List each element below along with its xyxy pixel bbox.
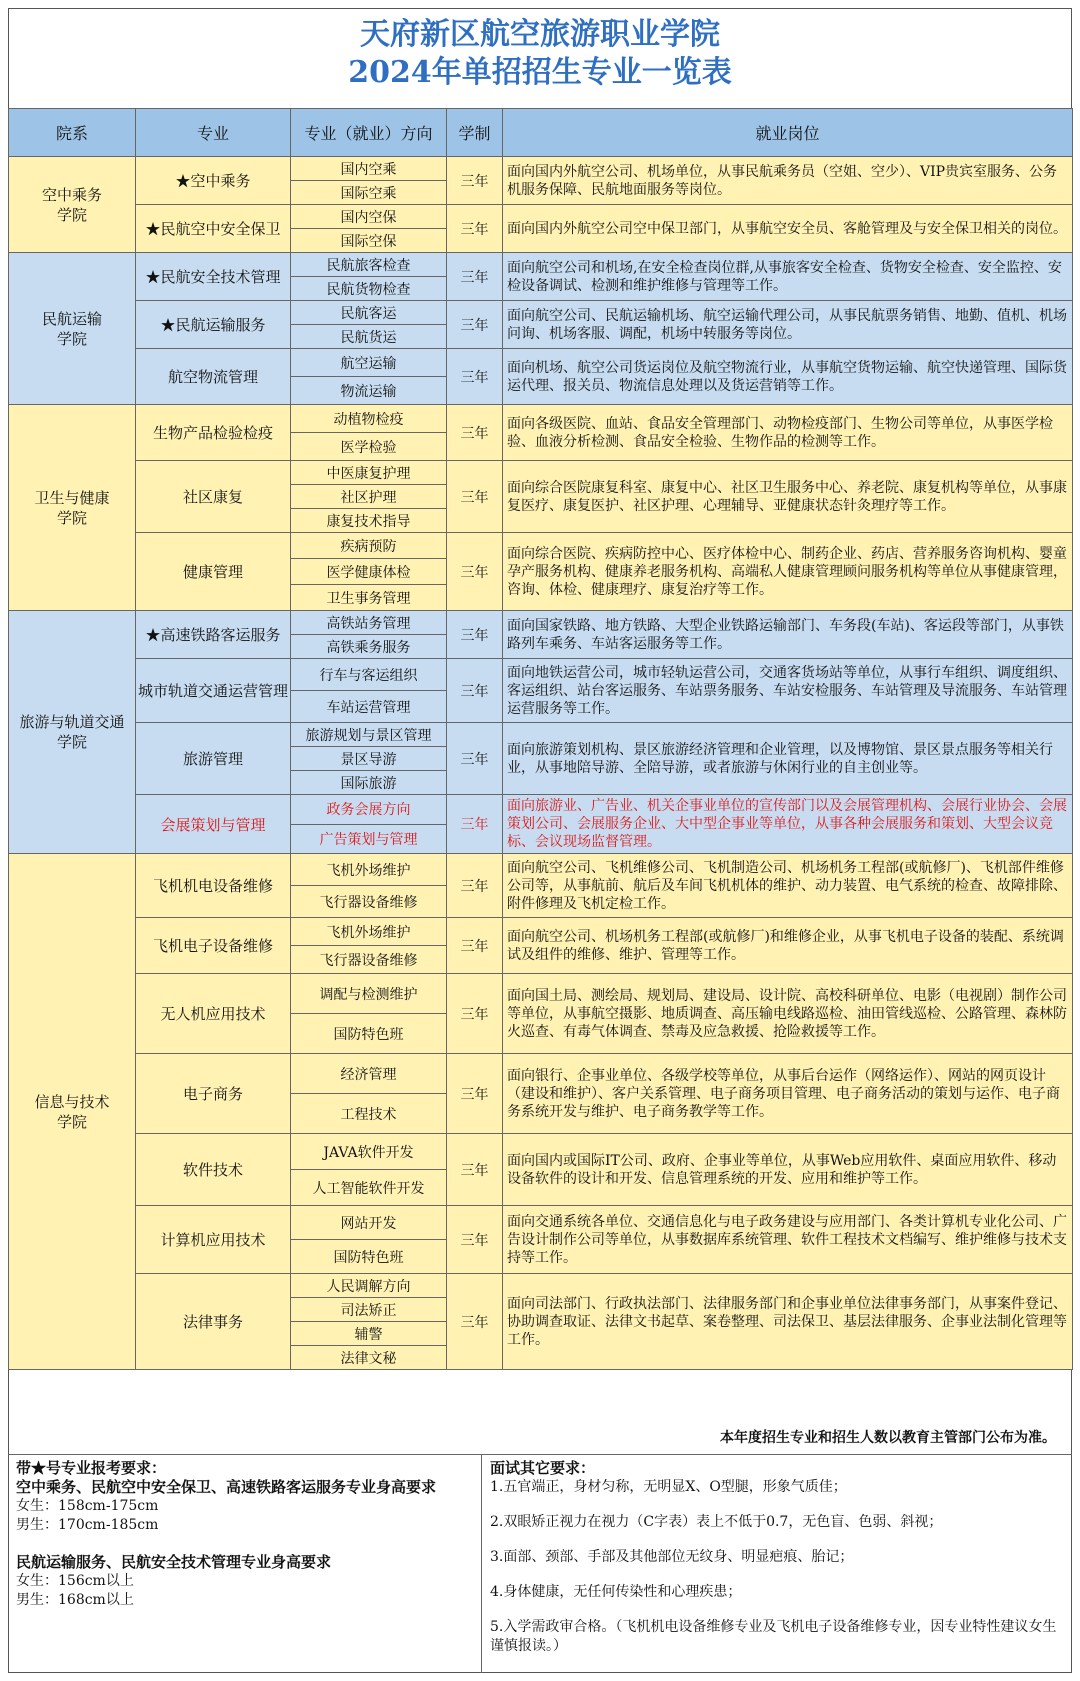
dept-name: 卫生与健康 学院 xyxy=(9,405,136,611)
major-name: 电子商务 xyxy=(136,1054,291,1134)
jobs-cell: 面向机场、航空公司货运岗位及航空物流行业，从事航空货物运输、航空快递管理、国际货运代理、报关员、物流信息处理以及货运营销等工作。 xyxy=(503,349,1073,405)
star-req-heading: 带★号专业报考要求： xyxy=(16,1459,167,1477)
direction-cell: 工程技术 xyxy=(291,1094,447,1134)
dept-name: 信息与技术 学院 xyxy=(9,854,136,1370)
years-cell: 三年 xyxy=(447,461,503,533)
jobs-cell: 面向银行、企事业单位、各级学校等单位，从事后台运作（网络运作）、网站的网页设计（建设和维护）、客户关系管理、电子商务项目管理、电子商务活动的策划与运作、电子商务系统开发与维护、电子商务教学等工作。 xyxy=(503,1054,1073,1134)
jobs-cell: 面向综合医院、疾病防控中心、医疗体检中心、制药企业、药店、营养服务咨询机构、婴童孕产服务机构、健康养老服务机构、高端私人健康管理顾问服务机构等单位从事健康管理，咨询、体检、健康理疗、康复治疗等工作。 xyxy=(503,533,1073,611)
major-name: 旅游管理 xyxy=(136,723,291,795)
direction-cell: 国内空保 xyxy=(291,205,447,229)
major-name: 飞机电子设备维修 xyxy=(136,918,291,974)
direction-cell: 社区护理 xyxy=(291,485,447,509)
jobs-cell: 面向地铁运营公司，城市轻轨运营公司，交通客货场站等单位，从事行车组织、调度组织、客运组织、站台客运服务、车站票务服务、车站安检服务、车站管理及导流服务、车站管理运营服务等工作。 xyxy=(503,659,1073,723)
table-row xyxy=(9,723,1073,747)
jobs-cell: 面向航空公司和机场,在安全检查岗位群,从事旅客安全检查、货物安全检查、安全监控、安检设备调试、检测和维护维修与管理等工作。 xyxy=(503,253,1073,301)
table-row xyxy=(9,1054,1073,1094)
table-row xyxy=(9,405,1073,433)
direction-cell: 民航货物检查 xyxy=(291,277,447,301)
title-line2: 2024年单招招生专业一览表 xyxy=(348,55,732,90)
direction-cell: 飞行器设备维修 xyxy=(291,946,447,974)
direction-cell: 车站运营管理 xyxy=(291,691,447,723)
direction-cell: 国防特色班 xyxy=(291,1240,447,1274)
major-name: 社区康复 xyxy=(136,461,291,533)
years-cell: 三年 xyxy=(447,1274,503,1370)
interview-req-item: 1.五官端正，身材匀称，无明显X、O型腿，形象气质佳； xyxy=(490,1479,847,1495)
major-name: 无人机应用技术 xyxy=(136,974,291,1054)
major-name: 法律事务 xyxy=(136,1274,291,1370)
table-row xyxy=(9,349,1073,377)
table-row xyxy=(9,854,1073,886)
interview-req-item: 4.身体健康，无任何传染性和心理疾患； xyxy=(490,1584,742,1600)
table-row xyxy=(9,1274,1073,1298)
jobs-cell: 面向国内或国际IT公司、政府、企事业等单位，从事Web应用软件、桌面应用软件、移动设备软件的设计和开发、信息管理系统的开发、应用和维护等工作。 xyxy=(503,1134,1073,1206)
years-cell: 三年 xyxy=(447,533,503,611)
major-name: ★空中乘务 xyxy=(136,157,291,205)
years-cell: 三年 xyxy=(447,659,503,723)
years-cell: 三年 xyxy=(447,157,503,205)
table-row xyxy=(9,253,1073,277)
req-group2-heading: 民航运输服务、民航安全技术管理专业身高要求 xyxy=(16,1553,332,1571)
major-name: ★民航运输服务 xyxy=(136,301,291,349)
dept-name: 空中乘务 学院 xyxy=(9,157,136,253)
years-cell: 三年 xyxy=(447,795,503,854)
years-cell: 三年 xyxy=(447,974,503,1054)
jobs-cell: 面向航空公司、飞机维修公司、飞机制造公司、机场机务工程部(或航修厂)、飞机部件维修公司等，从事航前、航后及车间飞机机体的维护、动力装置、电气系统的检查、故障排除、附件修理及飞机定检工作。 xyxy=(503,854,1073,918)
direction-cell: 国际旅游 xyxy=(291,771,447,795)
dept-name: 民航运输 学院 xyxy=(9,253,136,405)
interview-req-item: 2.双眼矫正视力在视力（C字表）表上不低于0.7，无色盲、色弱、斜视； xyxy=(490,1514,943,1530)
majors-table xyxy=(8,108,1073,1370)
direction-cell: 行车与客运组织 xyxy=(291,659,447,691)
jobs-cell: 面向国内外航空公司、机场单位，从事民航乘务员（空姐、空少）、VIP贵宾室服务、公务机服务保障、民航地面服务等岗位。 xyxy=(503,157,1073,205)
major-name: 计算机应用技术 xyxy=(136,1206,291,1274)
direction-cell: 调配与检测维护 xyxy=(291,974,447,1014)
years-cell: 三年 xyxy=(447,611,503,659)
header-direction: 专业（就业）方向 xyxy=(291,109,447,157)
direction-cell: 辅警 xyxy=(291,1322,447,1346)
table-row xyxy=(9,974,1073,1014)
direction-cell: 国内空乘 xyxy=(291,157,447,181)
years-cell: 三年 xyxy=(447,205,503,253)
direction-cell: 网站开发 xyxy=(291,1206,447,1240)
table-row xyxy=(9,611,1073,635)
direction-cell: 动植物检疫 xyxy=(291,405,447,433)
years-cell: 三年 xyxy=(447,253,503,301)
direction-cell: 国防特色班 xyxy=(291,1014,447,1054)
direction-cell: 飞行器设备维修 xyxy=(291,886,447,918)
jobs-cell: 面向旅游业、广告业、机关企事业单位的宣传部门以及会展管理机构、会展行业协会、会展策划公司、会展服务企业、大中型企事业等单位，从事各种会展服务和策划、大型会议竞标、会议现场监督管理。 xyxy=(503,795,1073,854)
direction-cell: 卫生事务管理 xyxy=(291,585,447,611)
major-name: 航空物流管理 xyxy=(136,349,291,405)
direction-cell: 人工智能软件开发 xyxy=(291,1170,447,1206)
jobs-cell: 面向航空公司、民航运输机场、航空运输代理公司，从事民航票务销售、地勤、值机、机场问询、机场客服、调配，机场中转服务等岗位。 xyxy=(503,301,1073,349)
direction-cell: 医学检验 xyxy=(291,433,447,461)
direction-cell: 国际空乘 xyxy=(291,181,447,205)
years-cell: 三年 xyxy=(447,918,503,974)
table-row xyxy=(9,533,1073,559)
direction-cell: 飞机外场维护 xyxy=(291,854,447,886)
years-cell: 三年 xyxy=(447,1134,503,1206)
direction-cell: 中医康复护理 xyxy=(291,461,447,485)
direction-cell: JAVA软件开发 xyxy=(291,1134,447,1170)
direction-cell: 航空运输 xyxy=(291,349,447,377)
direction-cell: 国际空保 xyxy=(291,229,447,253)
req-group1-heading: 空中乘务、民航空中安全保卫、高速铁路客运服务专业身高要求 xyxy=(16,1478,437,1496)
major-name: ★高速铁路客运服务 xyxy=(136,611,291,659)
years-cell: 三年 xyxy=(447,723,503,795)
years-cell: 三年 xyxy=(447,349,503,405)
major-name: 会展策划与管理 xyxy=(136,795,291,854)
direction-cell: 康复技术指导 xyxy=(291,509,447,533)
table-row xyxy=(9,795,1073,825)
height-requirements xyxy=(8,1455,482,1673)
major-name: 飞机机电设备维修 xyxy=(136,854,291,918)
jobs-cell: 面向综合医院康复科室、康复中心、社区卫生服务中心、养老院、康复机构等单位，从事康复医疗、康复医护、社区护理、心理辅导、亚健康状态针灸理疗等工作。 xyxy=(503,461,1073,533)
interview-heading: 面试其它要求： xyxy=(490,1459,596,1477)
table-row xyxy=(9,461,1073,485)
jobs-cell: 面向司法部门、行政执法部门、法律服务部门和企事业单位法律事务部门，从事案件登记、协助调查取证、法律文书起草、案卷整理、司法保卫、基层法律服务、企事业法制化管理等工作。 xyxy=(503,1274,1073,1370)
direction-cell: 经济管理 xyxy=(291,1054,447,1094)
interview-requirements xyxy=(482,1455,1072,1673)
major-name: 软件技术 xyxy=(136,1134,291,1206)
direction-cell: 物流运输 xyxy=(291,377,447,405)
years-cell: 三年 xyxy=(447,1054,503,1134)
years-cell: 三年 xyxy=(447,854,503,918)
header-dept: 院系 xyxy=(9,109,136,157)
major-name: 健康管理 xyxy=(136,533,291,611)
jobs-cell: 面向各级医院、血站、食品安全管理部门、动物检疫部门、生物公司等单位，从事医学检验、血液分析检测、食品安全检验、生物作品的检测等工作。 xyxy=(503,405,1073,461)
direction-cell: 医学健康体检 xyxy=(291,559,447,585)
req-group1-female: 女生：158cm-175cm xyxy=(16,1498,159,1514)
req-group2-female: 女生：156cm以上 xyxy=(16,1573,134,1589)
interview-req-item: 5.入学需政审合格。（飞机机电设备维修专业及飞机电子设备维修专业，因专业特性建议女生谨慎报读。） xyxy=(490,1619,1057,1654)
direction-cell: 人民调解方向 xyxy=(291,1274,447,1298)
table-row xyxy=(9,205,1073,229)
req-group1-male: 男生：170cm-185cm xyxy=(16,1517,159,1533)
years-cell: 三年 xyxy=(447,1206,503,1274)
header-years: 学制 xyxy=(447,109,503,157)
direction-cell: 政务会展方向 xyxy=(291,795,447,825)
footer-note: 本年度招生专业和招生人数以教育主管部门公布为准。 xyxy=(8,1421,1072,1455)
direction-cell: 民航货运 xyxy=(291,325,447,349)
major-name: ★民航安全技术管理 xyxy=(136,253,291,301)
direction-cell: 景区导游 xyxy=(291,747,447,771)
jobs-cell: 面向国土局、测绘局、规划局、建设局、设计院、高校科研单位、电影（电视剧）制作公司等单位，从事航空摄影、地质调查、高压输电线路巡检、油田管线巡检、公路管理、森林防火巡查、有毒气体调查、禁毒及应急救援、抢险救援等工作。 xyxy=(503,974,1073,1054)
major-name: 生物产品检验检疫 xyxy=(136,405,291,461)
page-title xyxy=(8,16,1072,92)
req-group2-male: 男生：168cm以上 xyxy=(16,1592,134,1608)
table-header-row xyxy=(9,109,1073,157)
jobs-cell: 面向航空公司、机场机务工程部(或航修厂)和维修企业，从事飞机电子设备的装配、系统调试及组件的维修、维护、管理等工作。 xyxy=(503,918,1073,974)
table-row xyxy=(9,659,1073,691)
jobs-cell: 面向交通系统各单位、交通信息化与电子政务建设与应用部门、各类计算机专业化公司、广告设计制作公司等单位，从事数据库系统管理、软件工程技术文档编写、维护维修与技术支持等工作。 xyxy=(503,1206,1073,1274)
title-line1: 天府新区航空旅游职业学院 xyxy=(360,17,720,52)
interview-req-item: 3.面部、颈部、手部及其他部位无纹身、明显疤痕、胎记； xyxy=(490,1549,854,1565)
years-cell: 三年 xyxy=(447,301,503,349)
header-major: 专业 xyxy=(136,109,291,157)
table-row xyxy=(9,157,1073,181)
table-row xyxy=(9,1206,1073,1240)
direction-cell: 法律文秘 xyxy=(291,1346,447,1370)
direction-cell: 高铁乘务服务 xyxy=(291,635,447,659)
direction-cell: 旅游规划与景区管理 xyxy=(291,723,447,747)
direction-cell: 广告策划与管理 xyxy=(291,824,447,854)
years-cell: 三年 xyxy=(447,405,503,461)
direction-cell: 飞机外场维护 xyxy=(291,918,447,946)
direction-cell: 高铁站务管理 xyxy=(291,611,447,635)
major-name: ★民航空中安全保卫 xyxy=(136,205,291,253)
dept-name: 旅游与轨道交通 学院 xyxy=(9,611,136,854)
jobs-cell: 面向旅游策划机构、景区旅游经济管理和企业管理，以及博物馆、景区景点服务等相关行业，从事地陪导游、全陪导游，或者旅游与休闲行业的自主创业等。 xyxy=(503,723,1073,795)
table-row xyxy=(9,918,1073,946)
direction-cell: 司法矫正 xyxy=(291,1298,447,1322)
major-name: 城市轨道交通运营管理 xyxy=(136,659,291,723)
table-row xyxy=(9,1134,1073,1170)
header-jobs: 就业岗位 xyxy=(503,109,1073,157)
jobs-cell: 面向国家铁路、地方铁路、大型企业铁路运输部门、车务段(车站)、客运段等部门，从事铁路列车乘务、车站客运服务等工作。 xyxy=(503,611,1073,659)
direction-cell: 疾病预防 xyxy=(291,533,447,559)
direction-cell: 民航旅客检查 xyxy=(291,253,447,277)
direction-cell: 民航客运 xyxy=(291,301,447,325)
jobs-cell: 面向国内外航空公司空中保卫部门，从事航空安全员、客舱管理及与安全保卫相关的岗位。 xyxy=(503,205,1073,253)
table-row xyxy=(9,301,1073,325)
